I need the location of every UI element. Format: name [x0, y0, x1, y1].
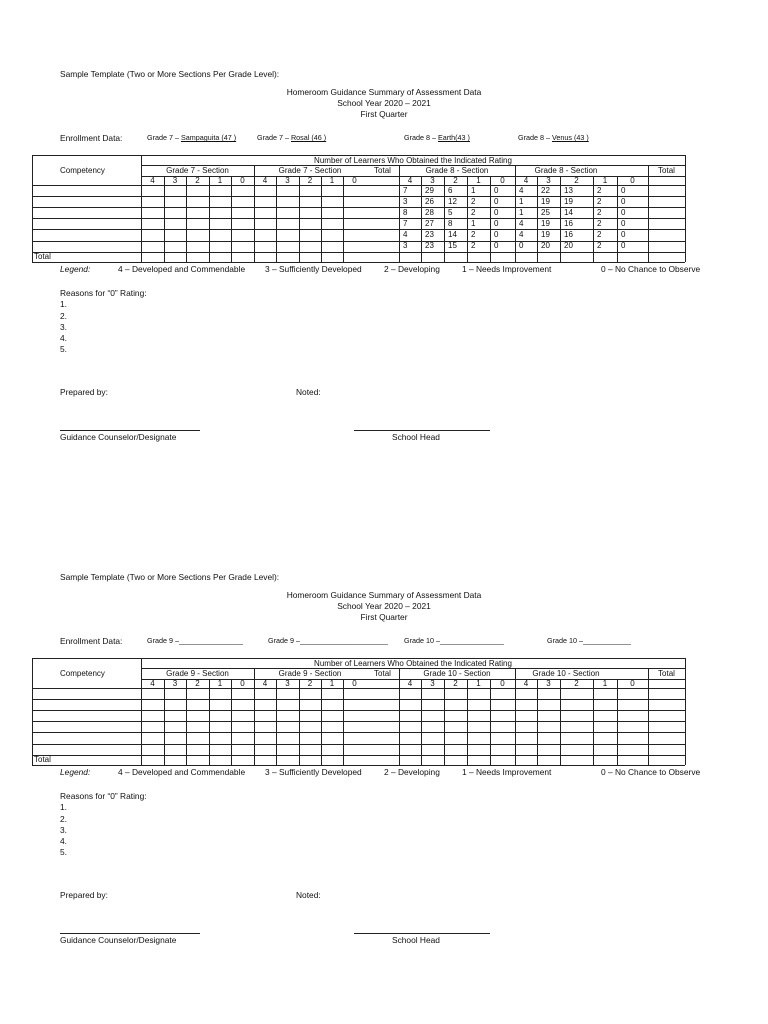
table-rule — [186, 176, 187, 262]
table-cell: 2 — [597, 230, 602, 240]
enrollment-item: Grade 10 –________________ — [404, 636, 504, 645]
rating-subheader: 4 — [150, 679, 155, 688]
enrollment-item: Grade 9 –________________ — [147, 636, 243, 645]
group-header: Grade 8 - Section — [425, 165, 489, 175]
competency-header: Competency — [60, 165, 105, 175]
table-cell: 19 — [541, 219, 550, 229]
table-cell: 23 — [425, 230, 434, 240]
table-rule — [648, 165, 649, 262]
noted-label: Noted: — [296, 387, 321, 397]
table-rule — [209, 679, 210, 765]
table-cell: 3 — [403, 241, 408, 251]
rating-subheader: 2 — [453, 679, 458, 688]
table-rule — [32, 699, 685, 700]
rating-subheader: 3 — [172, 679, 178, 688]
group-header: Grade 8 - Section — [534, 165, 598, 175]
doc-title: Homeroom Guidance Summary of Assessment Data — [286, 87, 482, 97]
sample-label: Sample Template (Two or More Sections Per Grade Level): — [60, 69, 280, 79]
group-header: Total — [374, 668, 391, 678]
table-super-header: Number of Learners Who Obtained the Indicated Rating — [314, 155, 512, 165]
table-cell: 0 — [494, 219, 499, 229]
rating-subheader: 1 — [602, 176, 608, 185]
table-cell: 1 — [519, 196, 524, 206]
reason-item: 4. — [60, 836, 67, 846]
rating-subheader: 3 — [172, 176, 178, 185]
rating-subheader: 1 — [602, 679, 608, 688]
doc-title: Homeroom Guidance Summary of Assessment Data — [286, 590, 482, 600]
table-cell: 2 — [471, 241, 476, 251]
rating-subheader: 3 — [285, 679, 290, 688]
table-cell: 15 — [448, 241, 457, 251]
table-cell: 19 — [541, 230, 550, 240]
table-rule — [32, 744, 685, 745]
table-cell: 0 — [621, 196, 626, 206]
legend-item: 4 – Developed and Commendable — [118, 767, 246, 777]
legend-item: 4 – Developed and Commendable — [118, 264, 246, 274]
rating-subheader: 2 — [307, 176, 313, 185]
table-cell: 0 — [494, 230, 499, 240]
table-cell: 2 — [597, 241, 602, 251]
table-rule — [444, 176, 445, 262]
table-cell: 2 — [597, 219, 602, 229]
legend-label: Legend: — [60, 767, 91, 777]
prepared-by-label: Prepared by: — [60, 890, 108, 900]
table-cell: 16 — [564, 219, 573, 229]
table-rule — [299, 679, 300, 765]
table-rule — [32, 688, 685, 689]
table-cell: 29 — [425, 185, 434, 195]
table-rule — [685, 155, 686, 262]
table-rule — [231, 679, 232, 765]
school-year: School Year 2020 – 2021 — [337, 601, 431, 611]
counselor-label: Guidance Counselor/Designate — [60, 432, 177, 442]
legend-item: 0 – No Chance to Observe — [601, 264, 701, 274]
reason-item: 5. — [60, 847, 67, 857]
rating-subheader: 4 — [523, 176, 529, 185]
rating-subheader: 2 — [195, 679, 200, 688]
table-rule — [32, 658, 33, 765]
table-rule — [421, 176, 422, 262]
reason-item: 4. — [60, 333, 67, 343]
prepared-by-label: Prepared by: — [60, 387, 108, 397]
table-rule — [32, 196, 685, 197]
table-cell: 0 — [621, 185, 626, 195]
group-header: Grade 7 - Section — [166, 165, 229, 175]
template-page-1 — [0, 0, 768, 500]
legend-item: 2 – Developing — [384, 264, 440, 274]
legend-item: 3 – Sufficiently Developed — [265, 264, 362, 274]
rating-subheader: 3 — [546, 679, 551, 688]
rating-subheader: 2 — [453, 176, 458, 185]
rating-subheader: 2 — [307, 679, 313, 688]
table-rule — [343, 679, 344, 765]
table-rule — [321, 176, 322, 262]
school-head-label: School Head — [392, 935, 440, 945]
table-rule — [32, 155, 33, 262]
table-cell: 2 — [471, 230, 476, 240]
rating-subheader: 0 — [500, 679, 505, 688]
table-cell: 8 — [448, 219, 453, 229]
table-cell: 27 — [425, 219, 434, 229]
table-rule — [32, 721, 685, 722]
reasons-label: Reasons for “0” Rating: — [60, 791, 147, 801]
table-cell: 8 — [403, 208, 408, 217]
rating-subheader: 1 — [329, 176, 335, 185]
school-head-label: School Head — [392, 432, 440, 442]
school-year: School Year 2020 – 2021 — [337, 98, 431, 108]
group-header: Total — [658, 165, 675, 175]
table-rule — [560, 679, 561, 765]
rating-subheader: 2 — [574, 176, 579, 185]
rating-subheader: 2 — [195, 176, 200, 185]
group-header: Total — [374, 165, 391, 175]
table-rule — [209, 176, 210, 262]
total-row-label: Total — [34, 251, 51, 261]
table-cell: 0 — [621, 219, 626, 229]
head-signature-line — [354, 430, 490, 431]
rating-subheader: 0 — [630, 176, 635, 185]
table-cell: 2 — [471, 208, 476, 217]
table-rule — [321, 679, 322, 765]
table-rule — [490, 679, 491, 765]
table-rule — [276, 176, 277, 262]
table-cell: 0 — [494, 185, 499, 195]
group-header: Grade 9 - Section — [278, 668, 342, 678]
table-cell: 20 — [541, 241, 550, 251]
table-rule — [343, 176, 344, 262]
legend-item: 1 – Needs Improvement — [462, 264, 552, 274]
table-rule — [490, 176, 491, 262]
table-rule — [231, 176, 232, 262]
legend-item: 2 – Developing — [384, 767, 440, 777]
table-cell: 1 — [519, 208, 524, 217]
table-rule — [32, 765, 685, 766]
reasons-label: Reasons for “0” Rating: — [60, 288, 147, 298]
reason-item: 1. — [60, 299, 67, 309]
rating-subheader: 0 — [352, 679, 357, 688]
enrollment-item: Grade 8 – Earth(43 ) — [404, 133, 470, 142]
quarter: First Quarter — [360, 109, 408, 119]
rating-subheader: 3 — [430, 679, 435, 688]
group-header: Grade 10 - Section — [423, 668, 491, 678]
table-cell: 13 — [564, 185, 573, 195]
table-rule — [421, 679, 422, 765]
reason-item: 5. — [60, 344, 67, 354]
competency-header: Competency — [60, 668, 105, 678]
reason-item: 3. — [60, 322, 67, 332]
table-rule — [467, 679, 468, 765]
counselor-signature-line — [60, 933, 200, 934]
enrollment-item: Grade 9 –______________________ — [268, 636, 388, 645]
group-header: Total — [658, 668, 675, 678]
rating-subheader: 2 — [574, 679, 579, 688]
table-rule — [593, 176, 594, 262]
enrollment-item: Grade 8 – Venus (43 ) — [518, 133, 589, 142]
enrollment-item: Grade 7 – Rosal (46 ) — [257, 133, 327, 142]
table-cell: 20 — [564, 241, 573, 251]
table-cell: 12 — [448, 196, 457, 206]
sample-label: Sample Template (Two or More Sections Per Grade Level): — [60, 572, 280, 582]
table-cell: 14 — [564, 208, 573, 217]
legend-item: 3 – Sufficiently Developed — [265, 767, 362, 777]
reason-item: 2. — [60, 814, 67, 824]
table-rule — [685, 658, 686, 765]
table-cell: 0 — [494, 208, 499, 217]
table-rule — [467, 176, 468, 262]
rating-subheader: 4 — [150, 176, 155, 185]
table-cell: 0 — [519, 241, 524, 251]
table-rule — [617, 679, 618, 765]
rating-subheader: 0 — [240, 679, 245, 688]
table-cell: 25 — [541, 208, 550, 217]
table-cell: 2 — [597, 196, 602, 206]
table-cell: 0 — [494, 241, 499, 251]
table-cell: 14 — [448, 230, 457, 240]
head-signature-line — [354, 933, 490, 934]
table-cell: 19 — [564, 196, 573, 206]
table-rule — [537, 679, 538, 765]
enrollment-label: Enrollment Data: — [60, 636, 123, 646]
rating-subheader: 0 — [630, 679, 635, 688]
counselor-signature-line — [60, 430, 200, 431]
rating-subheader: 1 — [476, 176, 481, 185]
table-cell: 0 — [494, 196, 499, 206]
group-header: Grade 7 - Section — [278, 165, 342, 175]
table-rule — [164, 176, 165, 262]
table-rule — [32, 229, 685, 230]
reason-item: 2. — [60, 311, 67, 321]
table-cell: 7 — [403, 185, 408, 195]
group-header: Grade 9 - Section — [166, 668, 229, 678]
rating-subheader: 3 — [430, 176, 435, 185]
table-cell: 4 — [519, 185, 524, 195]
table-cell: 4 — [519, 230, 524, 240]
table-cell: 2 — [597, 208, 602, 217]
table-cell: 4 — [519, 219, 524, 229]
rating-subheader: 1 — [217, 679, 223, 688]
table-cell: 2 — [471, 196, 476, 206]
table-rule — [444, 679, 445, 765]
enrollment-item: Grade 7 – Sampaguita (47 ) — [147, 133, 237, 142]
rating-subheader: 0 — [240, 176, 245, 185]
table-cell: 5 — [448, 208, 453, 217]
table-cell: 23 — [425, 241, 434, 251]
table-rule — [186, 679, 187, 765]
enrollment-label: Enrollment Data: — [60, 133, 123, 143]
rating-subheader: 1 — [329, 679, 335, 688]
legend-item: 0 – No Chance to Observe — [601, 767, 701, 777]
rating-subheader: 4 — [262, 176, 268, 185]
rating-subheader: 3 — [285, 176, 290, 185]
rating-subheader: 4 — [523, 679, 529, 688]
rating-subheader: 4 — [407, 679, 413, 688]
table-cell: 6 — [448, 185, 453, 195]
rating-subheader: 0 — [500, 176, 505, 185]
table-cell: 0 — [621, 241, 626, 251]
table-rule — [648, 668, 649, 765]
template-page-2 — [0, 503, 768, 1003]
table-rule — [32, 207, 685, 208]
table-cell: 1 — [471, 185, 476, 195]
rating-subheader: 1 — [476, 679, 481, 688]
group-header: Grade 10 - Section — [532, 668, 600, 678]
reason-item: 1. — [60, 802, 67, 812]
table-cell: 22 — [541, 185, 550, 195]
reason-item: 3. — [60, 825, 67, 835]
table-cell: 19 — [541, 196, 550, 206]
table-rule — [32, 185, 685, 186]
table-cell: 4 — [403, 230, 408, 240]
table-rule — [32, 218, 685, 219]
table-rule — [32, 262, 685, 263]
counselor-label: Guidance Counselor/Designate — [60, 935, 177, 945]
table-cell: 0 — [621, 208, 626, 217]
table-rule — [32, 732, 685, 733]
table-cell: 3 — [403, 196, 408, 206]
legend-label: Legend: — [60, 264, 91, 274]
table-cell: 1 — [471, 219, 476, 229]
table-rule — [32, 241, 685, 242]
rating-subheader: 3 — [546, 176, 551, 185]
rating-subheader: 4 — [407, 176, 413, 185]
rating-subheader: 0 — [352, 176, 357, 185]
legend-item: 1 – Needs Improvement — [462, 767, 552, 777]
enrollment-item: Grade 10 –____________ — [547, 636, 631, 645]
table-rule — [299, 176, 300, 262]
table-cell: 2 — [597, 185, 602, 195]
noted-label: Noted: — [296, 890, 321, 900]
table-rule — [32, 252, 685, 253]
table-super-header: Number of Learners Who Obtained the Indicated Rating — [314, 658, 512, 668]
table-rule — [276, 679, 277, 765]
table-rule — [560, 176, 561, 262]
table-cell: 7 — [403, 219, 408, 229]
table-rule — [593, 679, 594, 765]
table-cell: 16 — [564, 230, 573, 240]
rating-subheader: 1 — [217, 176, 223, 185]
rating-subheader: 4 — [262, 679, 268, 688]
table-rule — [537, 176, 538, 262]
table-cell: 28 — [425, 208, 434, 217]
table-rule — [32, 755, 685, 756]
table-rule — [164, 679, 165, 765]
table-rule — [617, 176, 618, 262]
table-cell: 0 — [621, 230, 626, 240]
total-row-label: Total — [34, 754, 51, 764]
quarter: First Quarter — [360, 612, 408, 622]
table-cell: 26 — [425, 196, 434, 206]
table-rule — [32, 710, 685, 711]
